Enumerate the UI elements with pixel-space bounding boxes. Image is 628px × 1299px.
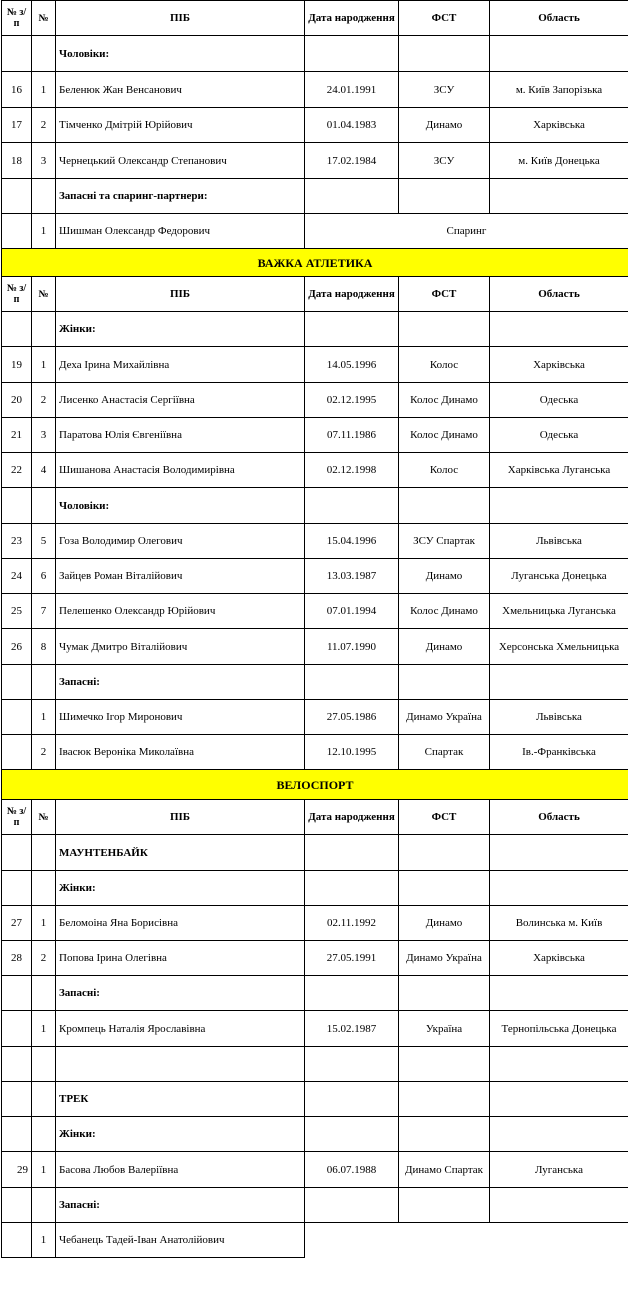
dob-cell bbox=[305, 871, 399, 906]
athlete-name: Паратова Юлія Євгеніївна bbox=[56, 418, 305, 453]
blank-row bbox=[2, 1047, 628, 1082]
num-cell: 20 bbox=[2, 383, 32, 418]
idx-cell: 3 bbox=[32, 143, 56, 179]
section-row bbox=[2, 835, 628, 871]
header-idx: № bbox=[32, 277, 56, 312]
roster-table bbox=[1, 0, 628, 1258]
fst-cell bbox=[399, 488, 490, 524]
athlete-row bbox=[2, 524, 628, 559]
section-row bbox=[2, 1082, 628, 1117]
fst-cell bbox=[399, 871, 490, 906]
idx-cell: 4 bbox=[32, 453, 56, 488]
num-cell bbox=[2, 1082, 32, 1117]
dob-cell bbox=[305, 665, 399, 700]
athlete-region: Львівська bbox=[490, 700, 628, 735]
athlete-row bbox=[2, 594, 628, 629]
fst-cell bbox=[399, 1117, 490, 1152]
idx-cell bbox=[32, 488, 56, 524]
num-cell bbox=[2, 1223, 32, 1258]
dob-cell bbox=[305, 312, 399, 347]
athlete-row bbox=[2, 347, 628, 383]
athlete-name: Шимечко Ігор Миронович bbox=[56, 700, 305, 735]
athlete-fst: ЗСУ bbox=[399, 72, 490, 108]
fst-cell bbox=[399, 1047, 490, 1082]
idx-cell bbox=[32, 665, 56, 700]
athlete-fst: Динамо bbox=[399, 108, 490, 143]
athlete-row bbox=[2, 735, 628, 770]
section-title: МАУНТЕНБАЙК bbox=[56, 835, 305, 871]
idx-cell: 1 bbox=[32, 1223, 56, 1258]
athlete-region: Харківська Луганська bbox=[490, 453, 628, 488]
header-name: ПІБ bbox=[56, 277, 305, 312]
section-row bbox=[2, 665, 628, 700]
athlete-region: Тернопільська Донецька bbox=[490, 1011, 628, 1047]
athlete-dob: 06.07.1988 bbox=[305, 1152, 399, 1188]
num-cell bbox=[2, 835, 32, 871]
fst-cell bbox=[399, 835, 490, 871]
section-title: Жінки: bbox=[56, 871, 305, 906]
idx-cell: 1 bbox=[32, 906, 56, 941]
section-title: Чоловіки: bbox=[56, 488, 305, 524]
athlete-row bbox=[2, 700, 628, 735]
athlete-region: Харківська bbox=[490, 108, 628, 143]
athlete-fst: Колос bbox=[399, 453, 490, 488]
header-name: ПІБ bbox=[56, 800, 305, 835]
idx-cell bbox=[32, 36, 56, 72]
idx-cell: 6 bbox=[32, 559, 56, 594]
athlete-row bbox=[2, 1223, 628, 1258]
section-title: Чоловіки: bbox=[56, 36, 305, 72]
num-cell bbox=[2, 976, 32, 1011]
athlete-region: м. Київ Запорізька bbox=[490, 72, 628, 108]
header-dob: Дата народження bbox=[305, 277, 399, 312]
idx-cell: 3 bbox=[32, 418, 56, 453]
fst-cell bbox=[399, 976, 490, 1011]
athlete-fst: Спартак bbox=[399, 735, 490, 770]
num-cell bbox=[2, 1047, 32, 1082]
athlete-name: Шишман Олександр Федорович bbox=[56, 214, 305, 249]
athlete-region: Луганська bbox=[490, 1152, 628, 1188]
athlete-region: Харківська bbox=[490, 347, 628, 383]
idx-cell bbox=[32, 871, 56, 906]
athlete-dob: 27.05.1986 bbox=[305, 700, 399, 735]
dob-cell bbox=[305, 36, 399, 72]
section-row bbox=[2, 179, 628, 214]
region-cell bbox=[490, 1082, 628, 1117]
section-title: Запасні: bbox=[56, 976, 305, 1011]
section-row bbox=[2, 36, 628, 72]
region-cell bbox=[490, 835, 628, 871]
athlete-fst: ЗСУ bbox=[399, 143, 490, 179]
athlete-name: Івасюк Вероніка Миколаївна bbox=[56, 735, 305, 770]
idx-cell: 2 bbox=[32, 108, 56, 143]
fst-cell bbox=[399, 36, 490, 72]
header-region: Область bbox=[490, 800, 628, 835]
idx-cell: 2 bbox=[32, 383, 56, 418]
athlete-row bbox=[2, 418, 628, 453]
athlete-name: Беломоіна Яна Борисівна bbox=[56, 906, 305, 941]
athlete-dob: 12.10.1995 bbox=[305, 735, 399, 770]
header-fst: ФСТ bbox=[399, 1, 490, 36]
athlete-name: Тімченко Дмітрій Юрійович bbox=[56, 108, 305, 143]
num-cell: 18 bbox=[2, 143, 32, 179]
athlete-dob: 13.03.1987 bbox=[305, 559, 399, 594]
athlete-row bbox=[2, 108, 628, 143]
athlete-name: Кромпець Наталія Ярославівна bbox=[56, 1011, 305, 1047]
num-cell bbox=[2, 179, 32, 214]
num-cell: 16 bbox=[2, 72, 32, 108]
region-cell bbox=[490, 976, 628, 1011]
num-cell: 27 bbox=[2, 906, 32, 941]
athlete-name: Пелешенко Олександр Юрійович bbox=[56, 594, 305, 629]
athlete-name: Чебанець Тадей-Іван Анатолійович bbox=[56, 1223, 305, 1258]
name-cell bbox=[56, 1047, 305, 1082]
column-header-row bbox=[2, 800, 628, 835]
header-fst: ФСТ bbox=[399, 277, 490, 312]
athlete-name: Деха Ірина Михайлівна bbox=[56, 347, 305, 383]
idx-cell: 8 bbox=[32, 629, 56, 665]
num-cell: 24 bbox=[2, 559, 32, 594]
athlete-fst: Динамо bbox=[399, 629, 490, 665]
athlete-fst: Україна bbox=[399, 1011, 490, 1047]
idx-cell: 1 bbox=[32, 1011, 56, 1047]
fst-cell bbox=[399, 312, 490, 347]
athlete-row bbox=[2, 629, 628, 665]
empty-cell bbox=[305, 1223, 628, 1258]
athlete-dob: 02.11.1992 bbox=[305, 906, 399, 941]
idx-cell: 5 bbox=[32, 524, 56, 559]
num-cell bbox=[2, 214, 32, 249]
idx-cell: 1 bbox=[32, 700, 56, 735]
athlete-region: Харківська bbox=[490, 941, 628, 976]
section-title: Запасні: bbox=[56, 665, 305, 700]
header-name: ПІБ bbox=[56, 1, 305, 36]
athlete-name: Чернецький Олександр Степанович bbox=[56, 143, 305, 179]
header-idx: № bbox=[32, 1, 56, 36]
athlete-row bbox=[2, 559, 628, 594]
section-row bbox=[2, 871, 628, 906]
num-cell bbox=[2, 700, 32, 735]
athlete-region: Херсонська Хмельницька bbox=[490, 629, 628, 665]
fst-cell bbox=[399, 1082, 490, 1117]
athlete-row bbox=[2, 143, 628, 179]
section-title: Жінки: bbox=[56, 312, 305, 347]
athlete-name: Шишанова Анастасія Володимирівна bbox=[56, 453, 305, 488]
idx-cell: 1 bbox=[32, 347, 56, 383]
dob-cell bbox=[305, 1082, 399, 1117]
athlete-region: Одеська bbox=[490, 418, 628, 453]
dob-cell bbox=[305, 1047, 399, 1082]
region-cell bbox=[490, 1047, 628, 1082]
athlete-name: Попова Ірина Олегівна bbox=[56, 941, 305, 976]
idx-cell bbox=[32, 1082, 56, 1117]
column-header-row bbox=[2, 1, 628, 36]
column-header-row bbox=[2, 277, 628, 312]
section-title: ТРЕК bbox=[56, 1082, 305, 1117]
athlete-dob: 02.12.1995 bbox=[305, 383, 399, 418]
athlete-dob: 07.11.1986 bbox=[305, 418, 399, 453]
region-cell bbox=[490, 312, 628, 347]
athlete-region: Львівська bbox=[490, 524, 628, 559]
sport-title: ВЕЛОСПОРТ bbox=[2, 770, 628, 800]
sport-title-row bbox=[2, 770, 628, 800]
athlete-name: Басова Любов Валеріївна bbox=[56, 1152, 305, 1188]
athlete-fst: Колос bbox=[399, 347, 490, 383]
athlete-dob: 02.12.1998 bbox=[305, 453, 399, 488]
section-title: Жінки: bbox=[56, 1117, 305, 1152]
header-idx: № bbox=[32, 800, 56, 835]
region-cell bbox=[490, 488, 628, 524]
idx-cell: 1 bbox=[32, 1152, 56, 1188]
num-cell bbox=[2, 1188, 32, 1223]
fst-cell bbox=[399, 665, 490, 700]
region-cell bbox=[490, 1188, 628, 1223]
region-cell bbox=[490, 179, 628, 214]
num-cell: 23 bbox=[2, 524, 32, 559]
athlete-region: м. Київ Донецька bbox=[490, 143, 628, 179]
num-cell: 26 bbox=[2, 629, 32, 665]
athlete-dob: 01.04.1983 bbox=[305, 108, 399, 143]
header-dob: Дата народження bbox=[305, 1, 399, 36]
athlete-fst: Колос Динамо bbox=[399, 383, 490, 418]
athlete-row bbox=[2, 453, 628, 488]
athlete-region: Одеська bbox=[490, 383, 628, 418]
athlete-region: Волинська м. Київ bbox=[490, 906, 628, 941]
idx-cell bbox=[32, 1117, 56, 1152]
num-cell bbox=[2, 1117, 32, 1152]
header-region: Область bbox=[490, 277, 628, 312]
num-cell: 28 bbox=[2, 941, 32, 976]
section-row bbox=[2, 488, 628, 524]
athlete-row bbox=[2, 72, 628, 108]
athlete-row bbox=[2, 906, 628, 941]
athlete-row bbox=[2, 214, 628, 249]
athlete-note: Спаринг bbox=[305, 214, 628, 249]
athlete-dob: 24.01.1991 bbox=[305, 72, 399, 108]
sport-title: ВАЖКА АТЛЕТИКА bbox=[2, 249, 628, 277]
num-cell bbox=[2, 36, 32, 72]
header-num: № з/п bbox=[2, 800, 32, 835]
athlete-dob: 17.02.1984 bbox=[305, 143, 399, 179]
dob-cell bbox=[305, 1117, 399, 1152]
athlete-fst: ЗСУ Спартак bbox=[399, 524, 490, 559]
idx-cell bbox=[32, 1188, 56, 1223]
header-region: Область bbox=[490, 1, 628, 36]
num-cell: 29 bbox=[2, 1152, 32, 1188]
num-cell: 25 bbox=[2, 594, 32, 629]
athlete-dob: 07.01.1994 bbox=[305, 594, 399, 629]
idx-cell: 1 bbox=[32, 72, 56, 108]
section-row bbox=[2, 1188, 628, 1223]
num-cell bbox=[2, 665, 32, 700]
idx-cell: 1 bbox=[32, 214, 56, 249]
section-row bbox=[2, 312, 628, 347]
idx-cell bbox=[32, 1047, 56, 1082]
idx-cell: 7 bbox=[32, 594, 56, 629]
header-dob: Дата народження bbox=[305, 800, 399, 835]
athlete-fst: Колос Динамо bbox=[399, 418, 490, 453]
idx-cell: 2 bbox=[32, 941, 56, 976]
num-cell: 17 bbox=[2, 108, 32, 143]
num-cell: 21 bbox=[2, 418, 32, 453]
athlete-fst: Динамо Україна bbox=[399, 700, 490, 735]
num-cell: 19 bbox=[2, 347, 32, 383]
header-num: № з/п bbox=[2, 277, 32, 312]
num-cell bbox=[2, 735, 32, 770]
athlete-name: Лисенко Анастасія Сергіївна bbox=[56, 383, 305, 418]
athlete-dob: 15.02.1987 bbox=[305, 1011, 399, 1047]
athlete-region: Ів.-Франківська bbox=[490, 735, 628, 770]
region-cell bbox=[490, 1117, 628, 1152]
athlete-dob: 27.05.1991 bbox=[305, 941, 399, 976]
section-row bbox=[2, 976, 628, 1011]
section-row bbox=[2, 1117, 628, 1152]
athlete-name: Чумак Дмитро Віталійович bbox=[56, 629, 305, 665]
section-title: Запасні: bbox=[56, 1188, 305, 1223]
athlete-row bbox=[2, 941, 628, 976]
athlete-row bbox=[2, 1152, 628, 1188]
athlete-dob: 11.07.1990 bbox=[305, 629, 399, 665]
athlete-fst: Динамо bbox=[399, 906, 490, 941]
athlete-dob: 15.04.1996 bbox=[305, 524, 399, 559]
num-cell bbox=[2, 871, 32, 906]
athlete-dob: 14.05.1996 bbox=[305, 347, 399, 383]
num-cell bbox=[2, 488, 32, 524]
section-title: Запасні та спаринг-партнери: bbox=[56, 179, 305, 214]
num-cell bbox=[2, 1011, 32, 1047]
region-cell bbox=[490, 665, 628, 700]
fst-cell bbox=[399, 1188, 490, 1223]
athlete-row bbox=[2, 383, 628, 418]
sport-title-row bbox=[2, 249, 628, 277]
fst-cell bbox=[399, 179, 490, 214]
athlete-name: Гоза Володимир Олегович bbox=[56, 524, 305, 559]
athlete-fst: Колос Динамо bbox=[399, 594, 490, 629]
region-cell bbox=[490, 871, 628, 906]
idx-cell: 2 bbox=[32, 735, 56, 770]
dob-cell bbox=[305, 976, 399, 1011]
num-cell: 22 bbox=[2, 453, 32, 488]
idx-cell bbox=[32, 976, 56, 1011]
athlete-fst: Динамо Україна bbox=[399, 941, 490, 976]
athlete-name: Беленюк Жан Венсанович bbox=[56, 72, 305, 108]
dob-cell bbox=[305, 1188, 399, 1223]
dob-cell bbox=[305, 179, 399, 214]
athlete-fst: Динамо Спартак bbox=[399, 1152, 490, 1188]
idx-cell bbox=[32, 312, 56, 347]
roster-table-body bbox=[2, 1, 628, 1258]
header-num: № з/п bbox=[2, 1, 32, 36]
athlete-fst: Динамо bbox=[399, 559, 490, 594]
athlete-name: Зайцев Роман Віталійович bbox=[56, 559, 305, 594]
dob-cell bbox=[305, 835, 399, 871]
region-cell bbox=[490, 36, 628, 72]
idx-cell bbox=[32, 179, 56, 214]
athlete-region: Хмельницька Луганська bbox=[490, 594, 628, 629]
idx-cell bbox=[32, 835, 56, 871]
dob-cell bbox=[305, 488, 399, 524]
header-fst: ФСТ bbox=[399, 800, 490, 835]
athlete-row bbox=[2, 1011, 628, 1047]
num-cell bbox=[2, 312, 32, 347]
athlete-region: Луганська Донецька bbox=[490, 559, 628, 594]
